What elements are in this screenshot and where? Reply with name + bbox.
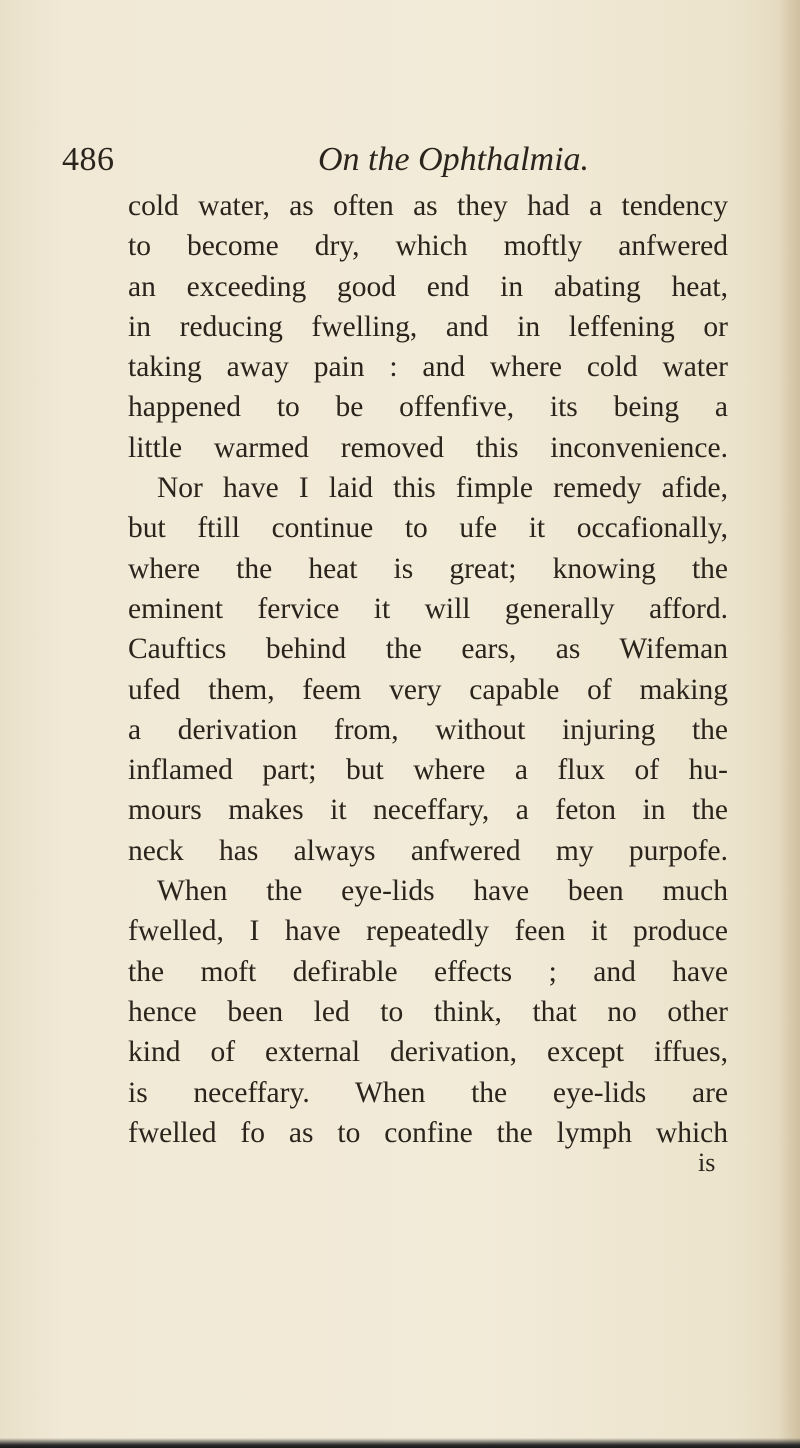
text-line: eminent fervice it will generally afford. xyxy=(128,592,728,625)
text-line: happened to be offenfive, its being a xyxy=(128,391,728,424)
text-line: inflamed part; but where a flux of hu- xyxy=(128,754,728,787)
text-line: but ftill continue to ufe it occafionally, xyxy=(128,512,728,545)
text-line: little warmed removed this inconvenience. xyxy=(128,431,728,464)
text-line: ufed them, feem very capable of making xyxy=(128,673,728,706)
catchword: is xyxy=(698,1148,716,1177)
text-line: taking away pain : and where cold water xyxy=(128,351,728,384)
body-text xyxy=(128,186,728,1153)
text-line: When the eye-lids have been much xyxy=(157,875,728,908)
text-line: a derivation from, without injuring the xyxy=(128,713,728,746)
text-line: is neceffary. When the eye-lids are xyxy=(128,1076,728,1109)
text-line: in reducing fwelling, and in leffening or xyxy=(128,310,728,343)
text-line: kind of external derivation, except iffues, xyxy=(128,1036,728,1069)
text-line: to become dry, which moftly anfwered xyxy=(128,230,728,263)
text-line: mours makes it neceffary, a feton in the xyxy=(128,794,728,827)
text-line: Cauftics behind the ears, as Wifeman xyxy=(128,633,728,666)
page-header xyxy=(62,140,762,180)
text-line: cold water, as often as they had a tendency xyxy=(128,190,728,222)
text-line: fwelled fo as to confine the lymph which xyxy=(128,1116,728,1149)
page-bottom-edge xyxy=(0,1438,800,1448)
page-gutter-shadow xyxy=(778,0,800,1448)
text-line: where the heat is great; knowing the xyxy=(128,552,728,585)
text-line: Nor have I laid this fimple remedy afide, xyxy=(157,472,728,505)
text-line: an exceeding good end in abating heat, xyxy=(128,270,728,303)
text-line: hence been led to think, that no other xyxy=(128,995,728,1028)
text-line: neck has always anfwered my purpofe. xyxy=(128,834,728,867)
running-title: On the Ophthalmia. xyxy=(318,141,590,178)
text-line: fwelled, I have repeatedly feen it produce xyxy=(128,915,728,948)
text-line: the moft defirable effects ; and have xyxy=(128,955,728,988)
page-number: 486 xyxy=(62,141,115,178)
